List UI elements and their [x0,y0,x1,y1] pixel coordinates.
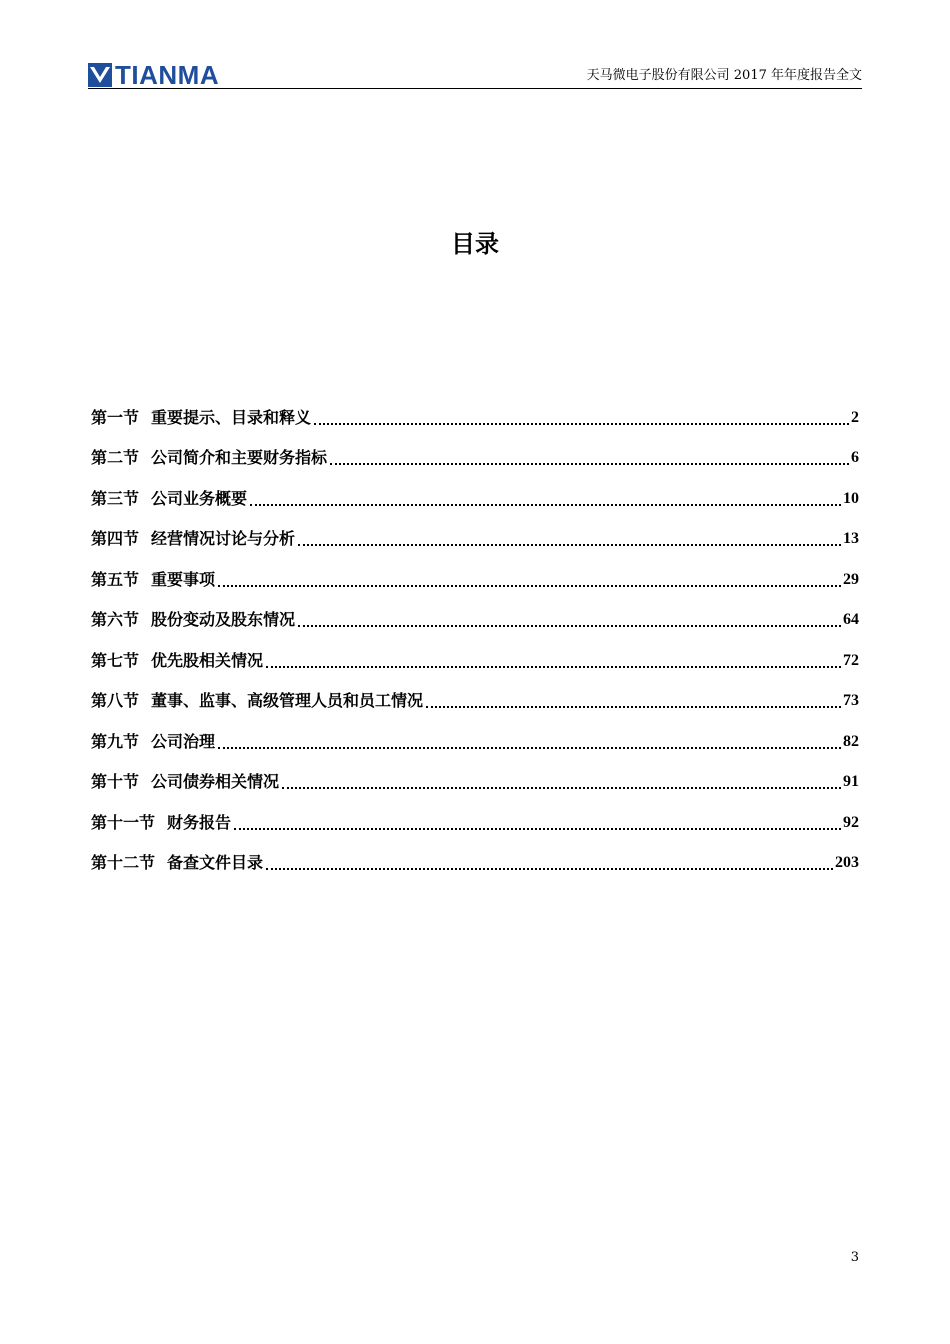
toc-section-name: 公司治理 [151,731,216,751]
toc-section-label: 第七节 [91,650,140,670]
toc-page-number: 64 [843,611,859,628]
toc-section-name: 公司业务概要 [151,488,248,508]
toc-section-label: 第六节 [91,610,140,629]
toc-section-name: 备查文件目录 [167,853,264,872]
toc-dot-leader [426,705,841,708]
toc-entry[interactable] [91,429,859,470]
toc-section-name: 公司简介和主要财务指标 [151,448,328,467]
toc-page-number: 73 [843,692,859,709]
toc-title: 目录 [451,230,499,258]
toc-section-label: 第一节 [91,407,140,427]
toc-dot-leader [314,422,849,425]
toc-page-number: 10 [843,489,859,507]
toc-section-name: 股份变动及股东情况 [151,610,296,629]
toc-entry[interactable] [91,469,859,510]
toc-entry[interactable] [91,834,859,875]
toc-dot-leader [234,827,841,830]
toc-section-name: 财务报告 [167,812,232,832]
toc-entry[interactable] [91,793,859,834]
toc-entry[interactable] [91,550,859,591]
toc-section-name: 优先股相关情况 [151,650,264,670]
toc-entry[interactable] [91,712,859,753]
table-of-contents [91,388,859,874]
toc-page-number: 29 [843,570,859,588]
page-header [88,60,862,89]
toc-entry[interactable] [91,591,859,632]
toc-section-name: 公司债券相关情况 [151,772,280,791]
toc-section-label: 第五节 [91,569,140,589]
toc-section-name: 经营情况讨论与分析 [151,529,296,548]
toc-entry[interactable] [91,753,859,794]
toc-section-label: 第十一节 [91,812,156,832]
toc-dot-leader [218,584,841,587]
toc-dot-leader [282,786,841,789]
toc-page-number: 92 [843,813,859,831]
toc-dot-leader [266,867,833,870]
tianma-logo-icon [88,63,112,87]
toc-page-number: 91 [843,773,859,790]
toc-section-name: 重要提示、目录和释义 [151,407,312,427]
toc-page-number: 203 [835,854,859,871]
toc-section-name: 董事、监事、高级管理人员和员工情况 [151,691,424,710]
toc-dot-leader [218,746,841,749]
toc-dot-leader [330,462,849,465]
toc-section-label: 第十二节 [91,853,156,872]
toc-section-label: 第八节 [91,691,140,710]
toc-dot-leader [250,503,841,506]
toc-dot-leader [266,665,841,668]
toc-page-number: 82 [843,732,859,750]
toc-dot-leader [298,543,841,546]
toc-section-label: 第二节 [91,448,140,467]
toc-section-name: 重要事项 [151,569,216,589]
logo-text: TIANMA [115,60,220,90]
toc-entry[interactable] [91,388,859,429]
toc-section-label: 第九节 [91,731,140,751]
toc-page-number: 13 [843,530,859,547]
toc-entry[interactable] [91,510,859,551]
page-number: 3 [850,1250,859,1265]
toc-page-number: 6 [851,449,859,466]
toc-dot-leader [298,624,841,627]
toc-entry[interactable] [91,631,859,672]
toc-entry[interactable] [91,672,859,713]
toc-section-label: 第四节 [91,529,140,548]
toc-page-number: 2 [851,408,859,426]
report-title: 天马微电子股份有限公司 2017 年年度报告全文 [586,68,862,83]
toc-section-label: 第三节 [91,488,140,508]
toc-page-number: 72 [843,651,859,669]
company-logo [88,60,220,90]
toc-section-label: 第十节 [91,772,140,791]
